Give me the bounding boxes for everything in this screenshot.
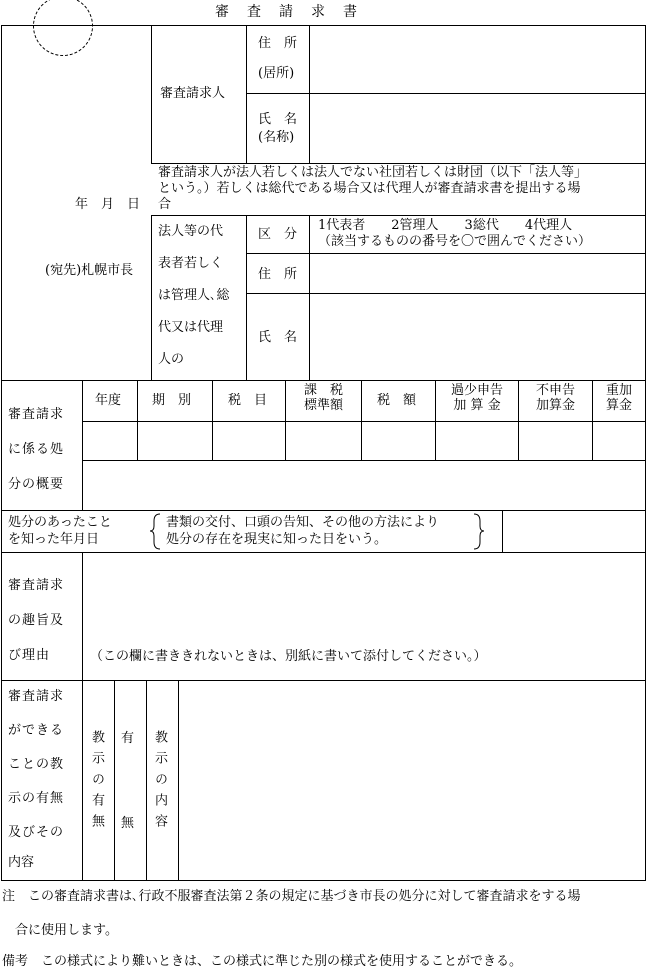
- rep-label-line: 法人等の代: [158, 224, 224, 239]
- column-header-tax-amount: 税 額: [377, 393, 417, 408]
- known-date-note-line1: 書類の交付、口頭の告知、その他の方法により: [166, 515, 440, 530]
- purpose-label-line: び理由: [8, 648, 51, 663]
- column-header-tax-base: 課 税 標準額: [303, 383, 343, 413]
- purpose-label-line: 審査請求: [8, 578, 65, 593]
- date-field: 年 月 日: [75, 197, 141, 212]
- requester-label: 審査請求人: [160, 86, 226, 101]
- known-date-field[interactable]: [503, 511, 645, 552]
- teaching-yes-option[interactable]: 有: [121, 731, 135, 746]
- purpose-label-line: の趣旨及: [8, 613, 65, 628]
- rep-name-field[interactable]: [310, 294, 645, 380]
- known-date-label-line2: を知った年月日: [8, 532, 100, 547]
- addressee: (宛先)札幌市長: [45, 263, 134, 278]
- rep-label-line: は管理人､総: [158, 288, 230, 303]
- address-label: 住 所: [258, 36, 298, 51]
- requester-address-field[interactable]: [310, 26, 645, 93]
- column-header-nonfiling-penalty: 不申告 加算金: [535, 383, 575, 413]
- rep-label-line: 人の: [158, 352, 185, 367]
- rep-address-label: 住 所: [258, 267, 298, 282]
- known-date-note-line2: 処分の存在を現実に知った日をいう。: [166, 532, 388, 547]
- teaching-content-label: 教示の内容: [152, 730, 167, 835]
- disposition-label-line: に係る処: [8, 442, 65, 457]
- category-hint: （該当するものの番号を〇で囲んでください）: [318, 234, 592, 249]
- teaching-label-line: ことの教: [8, 757, 65, 772]
- input-tax-base[interactable]: [286, 422, 361, 460]
- stamp-circle: [33, 0, 93, 56]
- teaching-content-field[interactable]: [179, 681, 645, 880]
- rep-address-field[interactable]: [310, 254, 645, 293]
- column-header-period: 期 別: [152, 393, 192, 408]
- purpose-hint: （この欄に書ききれないときは、別紙に書いて添付してください。）: [90, 649, 487, 664]
- input-heavy-penalty[interactable]: [593, 422, 645, 460]
- column-header-year: 年度: [95, 393, 122, 408]
- residence-label: (居所): [258, 66, 295, 81]
- corporate-name-label: (名称): [258, 130, 295, 145]
- column-header-underreport-penalty: 過少申告 加 算 金: [450, 383, 503, 413]
- column-header-heavy-penalty: 重加 算金: [605, 383, 632, 413]
- note-2: 備考 この様式により難いときは、この様式に準じた別の様式を使用することができる。: [2, 954, 523, 969]
- requester-note-line2: という。）若しくは総代である場合又は代理人が審査請求書を提出する場: [158, 181, 581, 196]
- input-period[interactable]: [138, 422, 212, 460]
- input-tax-amount[interactable]: [362, 422, 435, 460]
- rep-label-line: 表者若しく: [158, 256, 224, 271]
- requester-name-field[interactable]: [310, 94, 645, 163]
- teaching-label-line: 及びその: [8, 825, 65, 840]
- input-year[interactable]: [83, 422, 137, 460]
- teaching-label-line: 審査請求: [8, 689, 65, 704]
- requester-note-line3: 合: [158, 197, 172, 212]
- teaching-no-option[interactable]: 無: [121, 816, 135, 831]
- column-header-tax-item: 税 目: [228, 393, 268, 408]
- disposition-detail-field[interactable]: [83, 461, 645, 510]
- teaching-label-line: 内容: [8, 855, 35, 870]
- rep-label-line: 代又は代理: [158, 320, 224, 335]
- purpose-field[interactable]: [83, 553, 645, 643]
- input-nonfiling-penalty[interactable]: [519, 422, 592, 460]
- page-title: 審 査 請 求 書: [215, 4, 359, 20]
- note-1-line2: 合に使用します。: [2, 923, 118, 938]
- teaching-presence-label: 教示の有無: [89, 730, 104, 835]
- note-1-line1: 注 この審査請求書は､行政不服審査法第２条の規定に基づき市長の処分に対して審査請求をする場: [2, 889, 581, 904]
- teaching-label-line: 示の有無: [8, 791, 65, 806]
- known-date-label-line1: 処分のあったこと: [8, 515, 112, 530]
- teaching-label-line: ができる: [8, 723, 65, 738]
- input-tax-item[interactable]: [213, 422, 285, 460]
- requester-note-line1: 審査請求人が法人若しくは法人でない社団若しくは財団（以下「法人等」: [158, 165, 588, 180]
- category-label: 区 分: [258, 227, 298, 242]
- input-underreport-penalty[interactable]: [436, 422, 518, 460]
- category-options[interactable]: 1代表者 2管理人 3総代 4代理人: [318, 218, 573, 233]
- name-label: 氏 名: [258, 112, 298, 127]
- rep-name-label: 氏 名: [258, 330, 298, 345]
- disposition-label-line: 審査請求: [8, 407, 65, 422]
- disposition-label-line: 分の概要: [8, 477, 65, 492]
